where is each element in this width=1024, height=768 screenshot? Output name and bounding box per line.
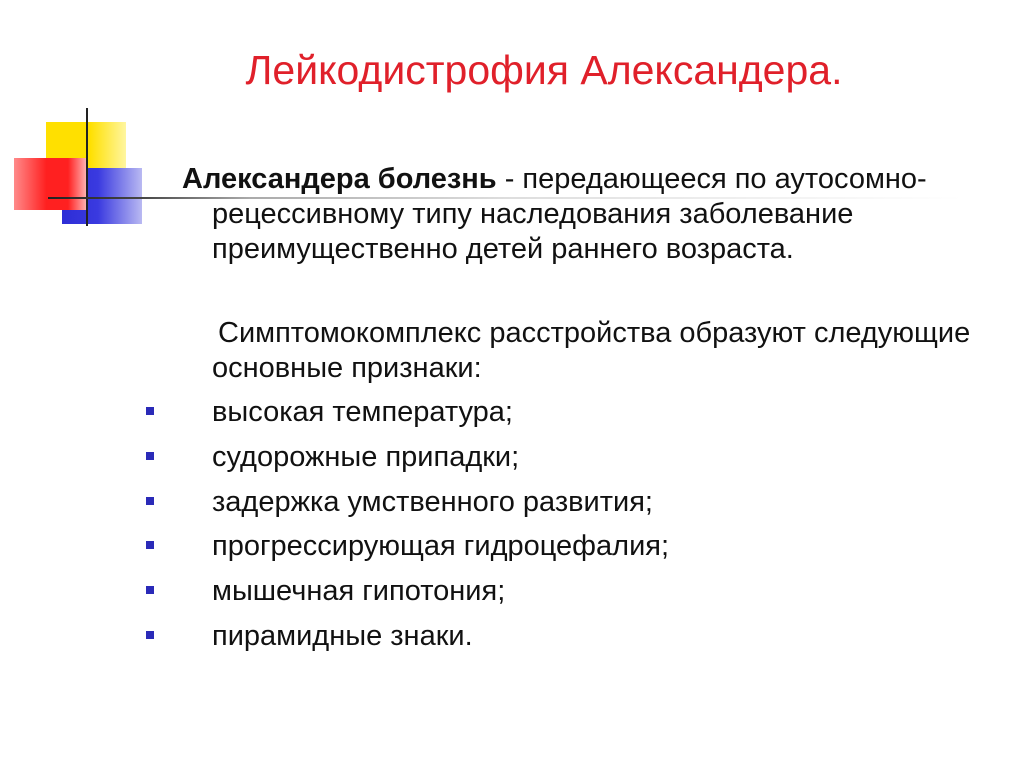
bullet-square-icon xyxy=(146,407,154,415)
intro-definition-start: - передающееся по xyxy=(496,163,767,195)
symptom-text: судорожные припадки; xyxy=(212,440,520,473)
bullet-square-icon xyxy=(146,586,154,594)
intro-definition-rest: аутосомно-рецессивному типу наследования заболевание преимущественно детей раннего возраста. xyxy=(212,163,927,265)
bullet-square-icon xyxy=(146,452,154,460)
intro-paragraph xyxy=(182,162,1002,267)
bullet-square-icon xyxy=(146,541,154,549)
symptom-text: пирамидные знаки. xyxy=(212,619,473,652)
symptom-text: мышечная гипотония; xyxy=(212,575,506,608)
decor-red-square xyxy=(14,158,86,210)
symptom-list xyxy=(0,395,1024,664)
symptom-item xyxy=(0,485,1024,530)
syndrome-intro-text: Симптомокомплекс расстройства образуют следующие основные признаки: xyxy=(212,317,971,384)
slide-title: Лейкодистрофия Александера. xyxy=(245,47,843,93)
bullet-square-icon xyxy=(146,631,154,639)
symptom-item xyxy=(0,574,1024,619)
symptom-text: высокая температура; xyxy=(212,396,513,428)
decor-vertical-line xyxy=(86,108,88,226)
symptom-text: прогрессирующая гидроцефалия; xyxy=(212,530,670,563)
symptom-item xyxy=(0,395,1024,440)
bullet-square-icon xyxy=(146,497,154,505)
symptom-item xyxy=(0,529,1024,574)
symptom-text: задержка умственного развития; xyxy=(212,485,653,518)
syndrome-paragraph xyxy=(212,316,1002,386)
symptom-item xyxy=(0,619,1024,664)
symptom-item xyxy=(0,440,1024,485)
intro-term: Александера болезнь xyxy=(182,163,497,195)
